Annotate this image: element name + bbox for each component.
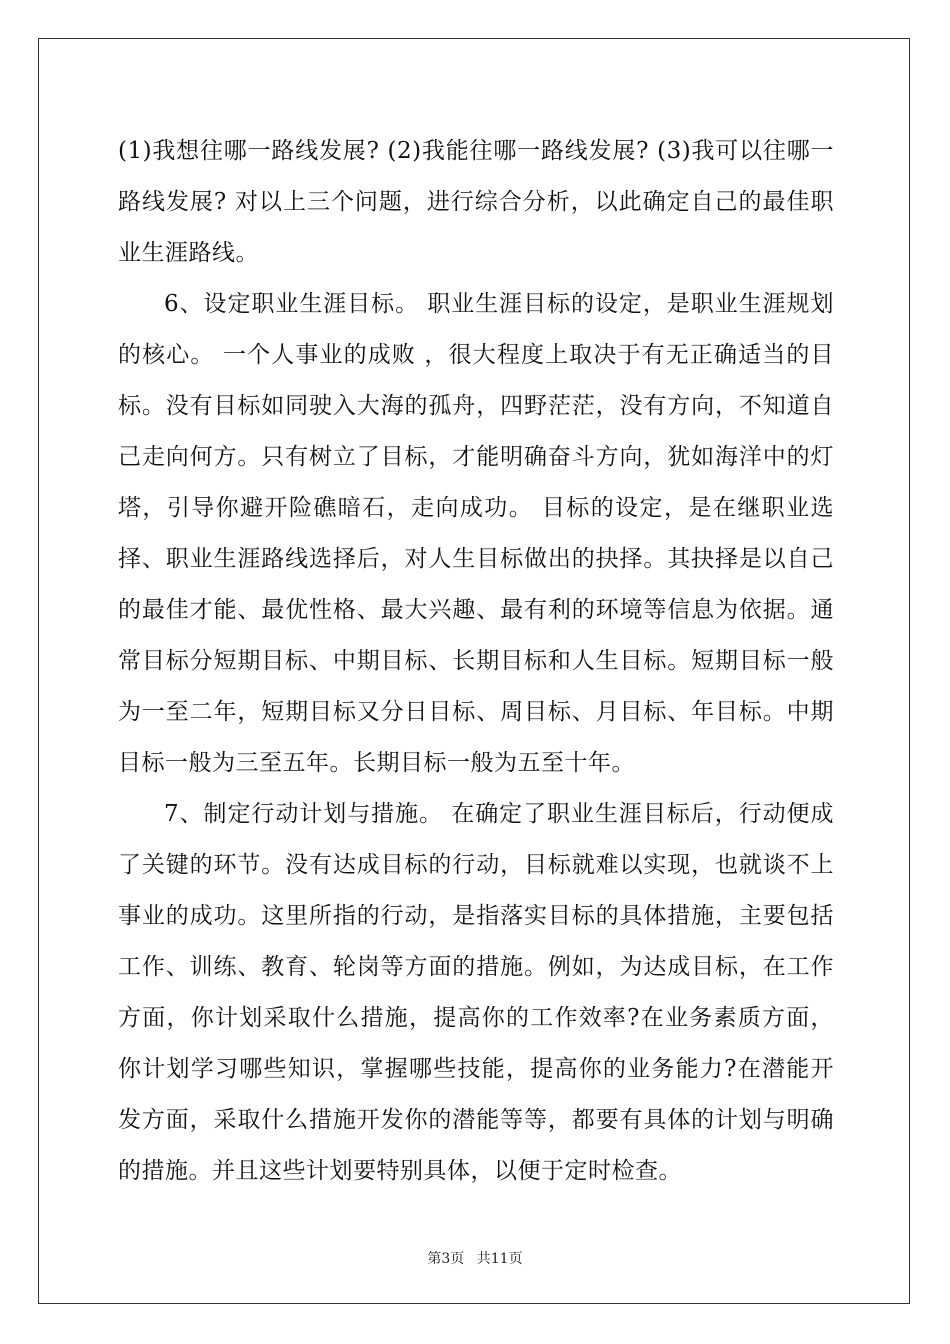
paragraph-career-goals: 6、设定职业生涯目标。 职业生涯目标的设定，是职业生涯规划的核心。 一个人事业的成败 ，很大程度上取决于有无正确适当的目标。没有目标如同驶入大海的孤舟，四野茫茫，没有方向，不知道自己走向何方。只有树立了目标，才能明确奋斗方向，犹如海洋中的灯塔，引导你避开险礁暗石，走向成功。 目标的设定，是在继职业选择、职业生涯路线选择后，对人生目标做出的抉择。其抉择是以自己的最佳才能、最优性格、最大兴趣、最有利的环境等信息为依据。通常目标分短期目标、中期目标、长期目标和人生目标。短期目标一般为一至二年，短期目标又分日目标、周目标、月目标、年目标。中期目标一般为三至五年。长期目标一般为五至十年。	[118, 291, 834, 776]
page-footer	[0, 1248, 950, 1268]
page-number: 第3页	[427, 1251, 465, 1267]
document-body	[118, 126, 834, 1197]
paragraph-career-route: (1)我想往哪一路线发展? (2)我能往哪一路线发展? (3)我可以往哪一路线发展? 对以上三个问题，进行综合分析，以此确定自己的最佳职业生涯路线。	[118, 138, 834, 266]
page-total: 共11页	[476, 1251, 523, 1267]
paragraph-action-plan: 7、制定行动计划与措施。 在确定了职业生涯目标后，行动便成了关键的环节。没有达成目标的行动，目标就难以实现，也就谈不上事业的成功。这里所指的行动，是指落实目标的具体措施，主要包括工作、训练、教育、轮岗等方面的措施。例如，为达成目标，在工作方面，你计划采取什么措施，提高你的工作效率?在业务素质方面，你计划学习哪些知识，掌握哪些技能，提高你的业务能力?在潜能开发方面，采取什么措施开发你的潜能等等，都要有具体的计划与明确的措施。并且这些计划要特别具体，以便于定时检查。	[118, 801, 834, 1184]
